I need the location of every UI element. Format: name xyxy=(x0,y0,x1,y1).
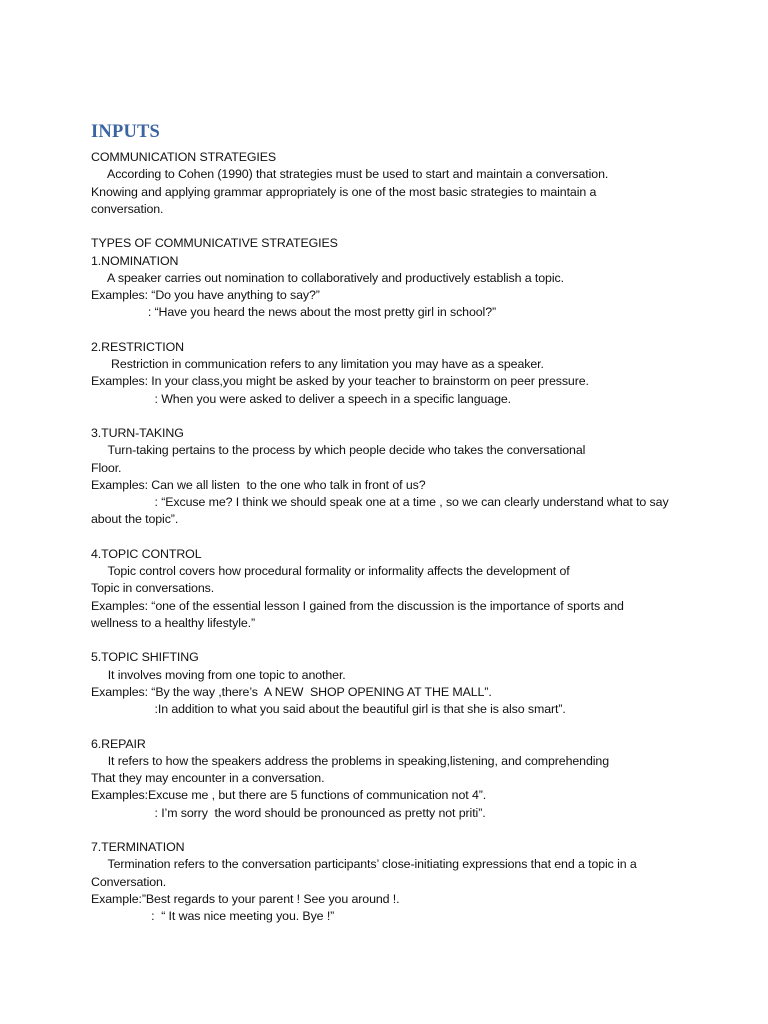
text-line: :In addition to what you said about the beautiful girl is that she is also smart”. xyxy=(91,702,566,716)
text-line: : “Excuse me? I think we should speak one at a time , so we can clearly understand what to say xyxy=(91,495,669,509)
text-line: Termination refers to the conversation participants’ close-initiating expressions that end a topic in a xyxy=(91,857,637,872)
text-line: Examples: In your class,you might be asked by your teacher to brainstorm on peer pressure. xyxy=(91,374,589,389)
text-line: Examples: “Do you have anything to say?” xyxy=(91,288,320,302)
text-line: Topic control covers how procedural formality or informality affects the development of xyxy=(91,564,570,578)
text-line: 5.TOPIC SHIFTING xyxy=(91,650,199,665)
text-line: : “ It was nice meeting you. Bye !” xyxy=(91,909,335,923)
text-line: A speaker carries out nomination to collaboratively and productively establish a topic. xyxy=(91,270,564,285)
text-line: Restriction in communication refers to any limitation you may have as a speaker. xyxy=(91,357,544,371)
text-line: conversation. xyxy=(91,201,164,216)
text-line: COMMUNICATION STRATEGIES xyxy=(91,150,277,164)
text-line: about the topic”. xyxy=(91,512,179,527)
text-line: wellness to a healthy lifestyle.” xyxy=(91,615,256,630)
text-line: Examples: Can we all listen to the one who talk in front of us? xyxy=(91,477,426,492)
text-line: According to Cohen (1990) that strategies must be used to start and maintain a conversation. xyxy=(91,167,609,182)
text-line: Turn-taking pertains to the process by which people decide who takes the conversational xyxy=(91,443,586,458)
page-title: INPUTS xyxy=(91,122,161,142)
text-line: 4.TOPIC CONTROL xyxy=(91,546,202,561)
text-line: : I’m sorry the word should be pronounced as pretty not priti”. xyxy=(91,805,486,820)
text-line: It involves moving from one topic to another. xyxy=(91,667,346,682)
text-line: Knowing and applying grammar appropriately is one of the most basic strategies to maintain a xyxy=(91,184,597,199)
text-line: TYPES OF COMMUNICATIVE STRATEGIES xyxy=(91,236,338,251)
text-line: It refers to how the speakers address the problems in speaking,listening, and comprehending xyxy=(91,753,609,768)
text-line: : When you were asked to deliver a speech in a specific language. xyxy=(91,391,511,406)
text-line: 3.TURN-TAKING xyxy=(91,426,184,440)
text-line: Examples: “one of the essential lesson I gained from the discussion is the importance of sports and xyxy=(91,598,624,613)
text-line: : “Have you heard the news about the most pretty girl in school?” xyxy=(91,305,497,320)
text-line: Examples: “By the way ,there’s A NEW SHOP OPENING AT THE MALL”. xyxy=(91,684,492,699)
text-line: 2.RESTRICTION xyxy=(91,339,185,354)
text-line: Example:”Best regards to your parent ! See you around !. xyxy=(91,891,400,906)
text-line: 6.REPAIR xyxy=(91,736,146,751)
text-line: 1.NOMINATION xyxy=(91,253,179,268)
text-line: Examples:Excuse me , but there are 5 functions of communication not 4”. xyxy=(91,788,487,803)
text-line: Conversation. xyxy=(91,874,167,889)
text-line: Topic in conversations. xyxy=(91,581,215,596)
text-line: That they may encounter in a conversation. xyxy=(91,771,325,785)
text-line: 7.TERMINATION xyxy=(91,840,185,854)
text-line: Floor. xyxy=(91,460,122,475)
